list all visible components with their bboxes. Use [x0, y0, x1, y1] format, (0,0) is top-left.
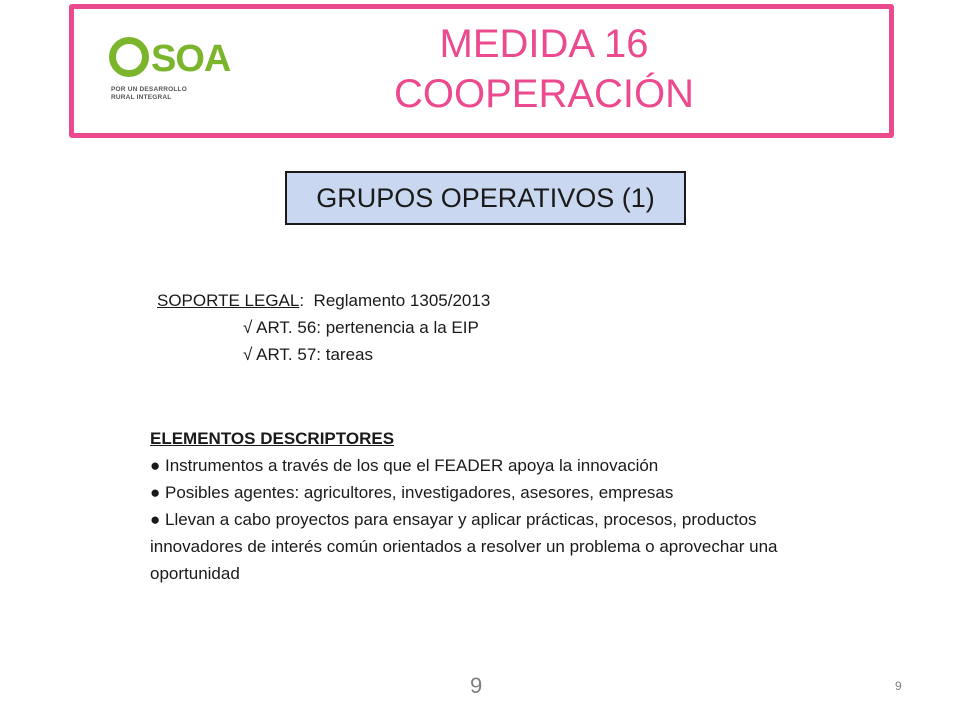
legal-support-block: [157, 287, 490, 368]
legal-item: √ ART. 56: pertenencia a la EIP: [243, 318, 479, 337]
page-title: [324, 19, 764, 119]
logo-wordmark: [109, 37, 230, 81]
descriptors-block: [150, 425, 850, 587]
logo-tagline-line1: POR UN DESARROLLO: [111, 86, 187, 93]
osoa-logo: [109, 37, 259, 107]
legal-item: √ ART. 57: tareas: [243, 345, 373, 364]
legal-support-label: SOPORTE LEGAL: [157, 291, 300, 310]
legal-support-line: [157, 287, 490, 314]
logo-word-rest: SOA: [151, 38, 231, 80]
title-line2: COOPERACIÓN: [393, 72, 695, 116]
header-box: [69, 4, 894, 138]
page-number-right: 9: [895, 679, 902, 693]
title-line1: MEDIDA 16: [439, 22, 649, 66]
section-subtitle: GRUPOS OPERATIVOS (1): [285, 171, 686, 225]
page-number-center: 9: [470, 673, 483, 698]
descriptor-bullet: ● Llevan a cabo proyectos para ensayar y aplicar prácticas, procesos, productos innovadores de interés común orientados a resolver un problema o aprovechar una oportunidad: [150, 510, 778, 583]
legal-support-separator: :: [299, 291, 305, 310]
logo-o-ring-icon: [109, 37, 149, 77]
logo-tagline: [111, 86, 187, 102]
descriptor-bullet: ● Posibles agentes: agricultores, investigadores, asesores, empresas: [150, 483, 674, 502]
descriptor-bullet: ● Instrumentos a través de los que el FEADER apoya la innovación: [150, 456, 659, 475]
descriptors-heading: ELEMENTOS DESCRIPTORES: [150, 429, 395, 448]
logo-tagline-line2: RURAL INTEGRAL: [111, 94, 172, 101]
legal-support-value: Reglamento 1305/2013: [313, 291, 491, 310]
